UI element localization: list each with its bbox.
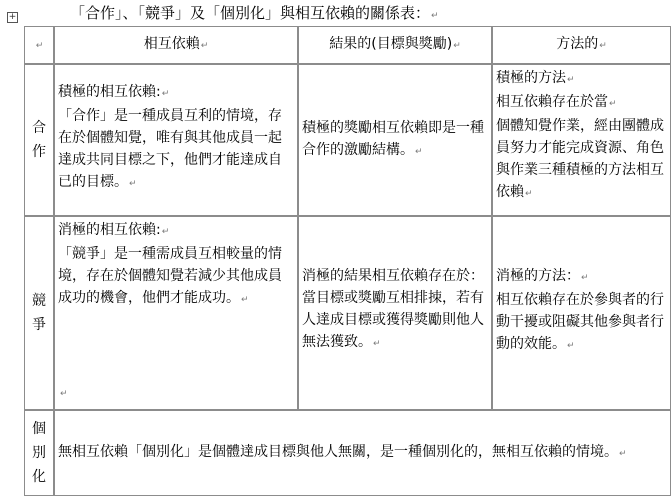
header-corner-cell [24, 26, 54, 64]
method-body: 個體知覺作業，經由團體成員努力才能完成資源、角色與作業三種積極的方法相互依賴 [496, 118, 664, 200]
cooperation-result-cell: 積極的獎勵相互依賴即是一種合作的激勵結構。↵ [298, 64, 492, 216]
paragraph-mark: ↵ [431, 11, 439, 21]
method-title: 消極的方法： [496, 268, 580, 284]
table-move-handle-icon[interactable]: + [8, 12, 17, 22]
table-row-cooperation [24, 64, 671, 216]
page-title [70, 4, 439, 25]
row-label-individualistic: 個 別 化 [24, 410, 54, 496]
table-row-competition [24, 216, 671, 410]
competition-dependency-cell: 消極的相互依賴:↵ 「競爭」是一種需成員互相較量的情境，存在於個體知覺若減少其他成員成功的機會，他們才能成功。↵ ↵ [54, 216, 298, 410]
row-label-competition: 競 爭 [24, 216, 54, 410]
individualistic-merged-cell: 無相互依賴「個別化」是個體達成目標與他人無關，是一種個別化的，無相互依賴的情境。↵ [54, 410, 671, 496]
dependency-body: 「競爭」是一種需成員互相較量的情境，存在於個體知覺若減少其他成員成功的機會，他們才能成功。 [58, 246, 282, 306]
row-label-cooperation: 合 作 [24, 64, 54, 216]
method-line: 相互依賴存在於當 [496, 94, 608, 110]
dependency-body: 「合作」是一種成員互利的情境，存在於個體知覺，唯有與其他成員一起達成共同目標之下，他們才能達成自已的目標。 [58, 108, 282, 190]
table-row-individualistic [24, 410, 671, 496]
title-text: 「合作」、「競爭」及「個別化」與相互依賴的關係表： [70, 4, 431, 22]
header-method: 方法的↵ [492, 26, 671, 64]
competition-method-cell: 消極的方法：↵ 相互依賴存在於參與者的行動干擾或阻礙其他參與者行動的效能。↵ [492, 216, 671, 410]
dependency-title: 積極的相互依賴:↵ [58, 84, 170, 100]
paragraph-mark: ↵ [35, 41, 44, 51]
paragraph-mark: ↵ [60, 389, 68, 399]
relationship-table [24, 26, 671, 496]
dependency-title: 消極的相互依賴:↵ [58, 222, 170, 238]
cooperation-method-cell: 積極的方法↵ 相互依賴存在於當↵ 個體知覺作業，經由團體成員努力才能完成資源、角色與作業三種積極的方法相互依賴↵ [492, 64, 671, 216]
merged-text: 無相互依賴「個別化」是個體達成目標與他人無關，是一種個別化的，無相互依賴的情境。 [58, 444, 618, 460]
method-body: 相互依賴存在於參與者的行動干擾或阻礙其他參與者行動的效能。 [496, 292, 664, 352]
competition-result-cell: 消極的結果相互依賴存在於：當目標或獎勵互相排拺，若有人達成目標或獲得獎勵則他人無法獲致。↵ [298, 216, 492, 410]
method-title: 積極的方法 [496, 70, 566, 86]
cooperation-dependency-cell: 積極的相互依賴:↵ 「合作」是一種成員互利的情境，存在於個體知覺，唯有與其他成員一起達成共同目標之下，他們才能達成自已的目標。↵ [54, 64, 298, 216]
result-text: 積極的獎勵相互依賴即是一種合作的激勵結構。 [302, 120, 484, 158]
header-dependency: 相互依賴↵ [54, 26, 298, 64]
table-header-row [24, 26, 671, 64]
header-result: 結果的(目標與獎勵)↵ [298, 26, 492, 64]
result-text: 消極的結果相互依賴存在於：當目標或獎勵互相排拺，若有人達成目標或獲得獎勵則他人無法獲致。 [302, 268, 484, 350]
